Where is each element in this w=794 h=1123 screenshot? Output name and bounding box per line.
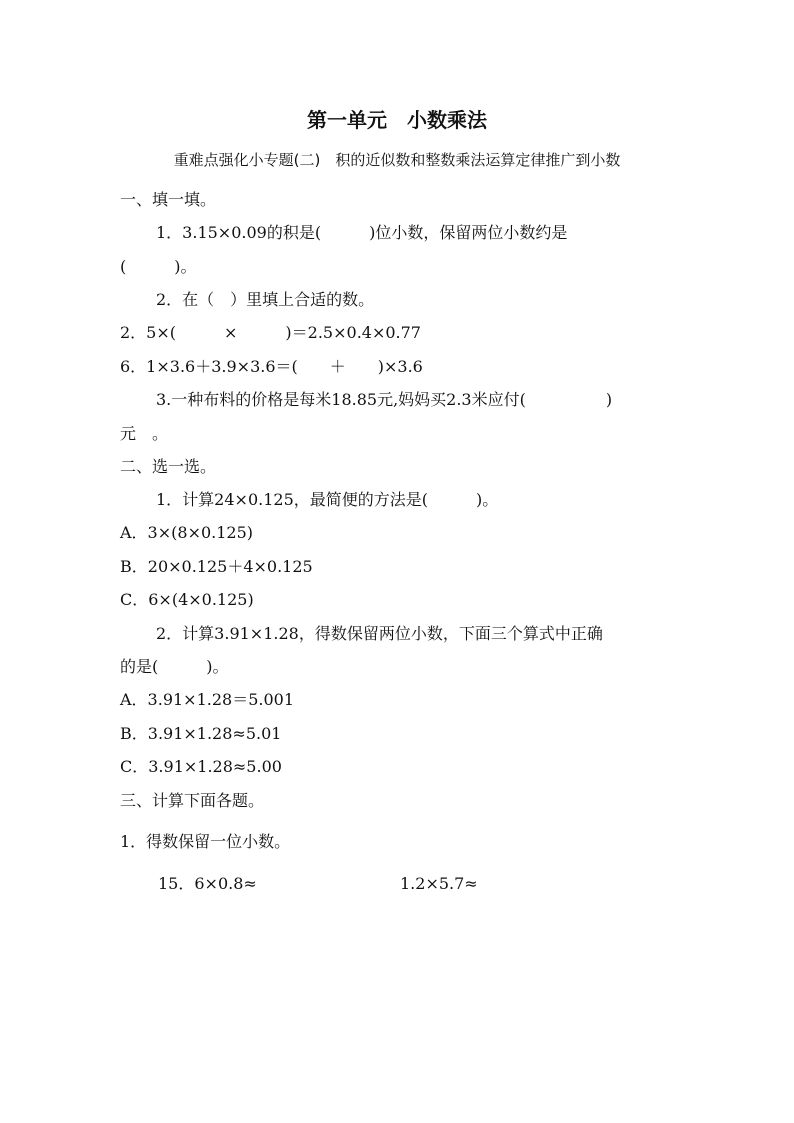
question-2-2-option-c: C．3.91×1.28≈5.00 (120, 757, 282, 776)
question-1-3-line1: 3.一种布料的价格是每米18.85元,妈妈买2.3米应付( ) (156, 390, 613, 409)
question-3-1: 1．得数保留一位小数。 (120, 832, 291, 851)
calc-item-b: 1.2×5.7≈ (400, 874, 478, 893)
question-1-3-line2: 元 。 (120, 424, 169, 443)
question-1-1-line1: 1．3.15×0.09的积是( )位小数，保留两位小数约是 (156, 223, 568, 242)
calc-item-a: 15．6×0.8≈ (158, 874, 257, 893)
question-1-2-a: 2．5×( × )＝2.5×0.4×0.77 (120, 323, 421, 342)
question-2-2-option-b: B．3.91×1.28≈5.01 (120, 724, 282, 743)
question-1-2-b: 6．1×3.6＋3.9×3.6＝( ＋ )×3.6 (120, 357, 423, 376)
question-2-2-line2: 的是( )。 (120, 657, 229, 676)
section-heading-choose: 二、选一选。 (120, 457, 217, 476)
question-1-2-intro: 2．在（ ）里填上合适的数。 (156, 290, 375, 309)
page-subtitle: 重难点强化小专题(二) 积的近似数和整数乘法运算定律推广到小数 (173, 151, 621, 169)
question-2-1: 1．计算24×0.125，最简便的方法是( )。 (156, 490, 499, 509)
question-2-2-option-a: A．3.91×1.28＝5.001 (120, 690, 295, 709)
question-2-2-line1: 2．计算3.91×1.28，得数保留两位小数，下面三个算式中正确 (156, 624, 603, 643)
question-2-1-option-a: A．3×(8×0.125) (120, 523, 254, 542)
section-heading-fill: 一、填一填。 (120, 190, 217, 209)
question-1-1-line2: ( )。 (120, 257, 197, 276)
section-heading-calc: 三、计算下面各题。 (120, 791, 265, 810)
page-title: 第一单元 小数乘法 (307, 108, 487, 132)
question-2-1-option-b: B．20×0.125＋4×0.125 (120, 557, 313, 576)
question-2-1-option-c: C．6×(4×0.125) (120, 590, 254, 609)
